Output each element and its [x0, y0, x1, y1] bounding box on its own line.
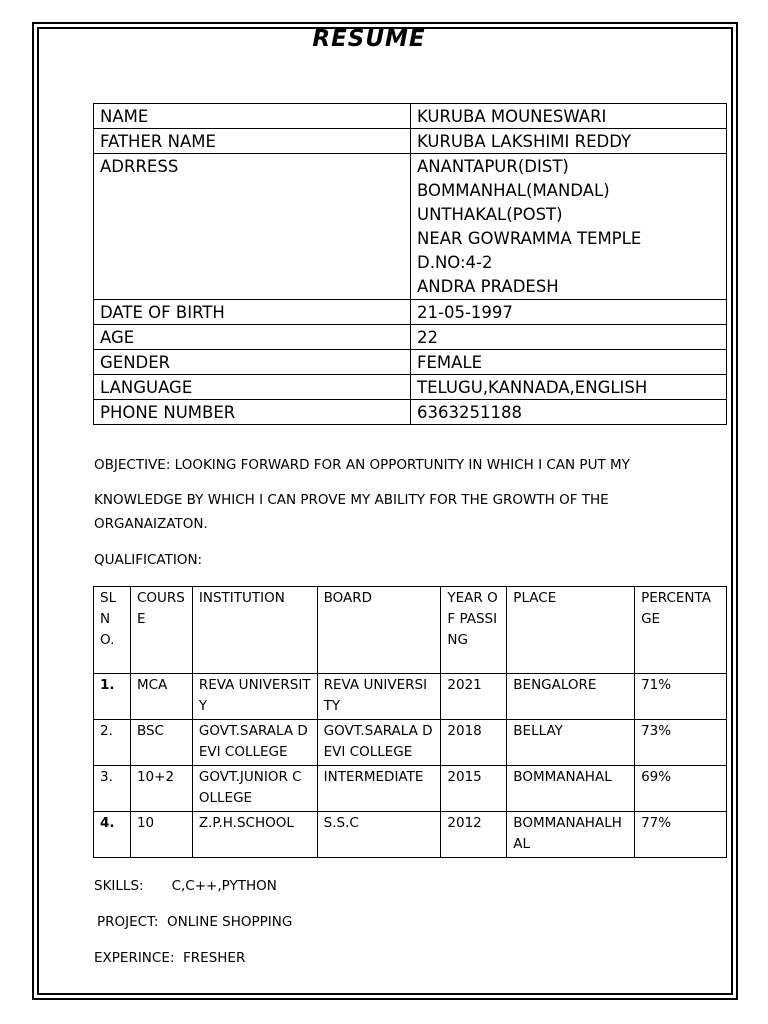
skills-value: C,C++,PYTHON: [171, 878, 277, 894]
cell-place: BOMMANAHALHAL: [507, 812, 635, 858]
address-line: BOMMANHAL(MANDAL): [417, 181, 610, 200]
experience-label: EXPERINCE:: [94, 950, 175, 966]
table-row: [94, 104, 727, 129]
qualification-heading: QUALIFICATION:: [94, 552, 203, 568]
cell-institution: REVA UNIVERSITY: [192, 674, 317, 720]
header-institution: INSTITUTION: [192, 587, 317, 674]
objective-line-2: KNOWLEDGE BY WHICH I CAN PROVE MY ABILITY FOR THE GROWTH OF THE: [94, 492, 609, 508]
dob-value: 21-05-1997: [411, 300, 727, 325]
phone-label: PHONE NUMBER: [94, 400, 411, 425]
name-label: NAME: [94, 104, 411, 129]
table-row: [94, 674, 727, 720]
cell-board: GOVT.SARALA DEVI COLLEGE: [317, 720, 441, 766]
cell-institution: Z.P.H.SCHOOL: [192, 812, 317, 858]
age-label: AGE: [94, 325, 411, 350]
cell-place: BENGALORE: [507, 674, 635, 720]
address-line: NEAR GOWRAMMA TEMPLE: [417, 229, 642, 248]
address-line: D.NO:4-2: [417, 253, 493, 272]
table-row: [94, 325, 727, 350]
cell-place: BOMMANAHAL: [507, 766, 635, 812]
header-percentage: PERCENTAGE: [635, 587, 727, 674]
father-name-value: KURUBA LAKSHIMI REDDY: [411, 129, 727, 154]
address-value: [411, 154, 727, 300]
experience-value: FRESHER: [183, 950, 246, 966]
cell-percentage: 69%: [635, 766, 727, 812]
header-board: BOARD: [317, 587, 441, 674]
father-name-label: FATHER NAME: [94, 129, 411, 154]
table-row: [94, 400, 727, 425]
cell-institution: GOVT.JUNIOR COLLEGE: [192, 766, 317, 812]
cell-year: 2018: [441, 720, 507, 766]
project-label: PROJECT:: [97, 914, 159, 930]
experience-line: [94, 949, 245, 967]
cell-sl-no: 4.: [94, 812, 131, 858]
table-row: [94, 375, 727, 400]
gender-value: FEMALE: [411, 350, 727, 375]
address-line: ANDRA PRADESH: [417, 277, 559, 296]
table-row: [94, 720, 727, 766]
cell-year: 2021: [441, 674, 507, 720]
header-place: PLACE: [507, 587, 635, 674]
table-row: [94, 812, 727, 858]
cell-board: INTERMEDIATE: [317, 766, 441, 812]
address-line: UNTHAKAL(POST): [417, 205, 563, 224]
header-year: YEAR OF PASSING: [441, 587, 507, 674]
cell-place: BELLAY: [507, 720, 635, 766]
cell-sl-no: 3.: [94, 766, 131, 812]
table-header-row: [94, 587, 727, 674]
cell-course: BSC: [130, 720, 192, 766]
address-label: ADRRESS: [94, 154, 411, 300]
header-sl-no: SL NO.: [94, 587, 131, 674]
cell-sl-no: 2.: [94, 720, 131, 766]
table-row: [94, 300, 727, 325]
cell-sl-no: 1.: [94, 674, 131, 720]
phone-value: 6363251188: [411, 400, 727, 425]
table-row: [94, 350, 727, 375]
cell-institution: GOVT.SARALA DEVI COLLEGE: [192, 720, 317, 766]
cell-course: 10: [130, 812, 192, 858]
name-value: KURUBA MOUNESWARI: [411, 104, 727, 129]
cell-percentage: 77%: [635, 812, 727, 858]
resume-title: RESUME: [312, 26, 426, 52]
cell-year: 2015: [441, 766, 507, 812]
cell-course: 10+2: [130, 766, 192, 812]
skills-label: SKILLS:: [94, 878, 144, 894]
age-value: 22: [411, 325, 727, 350]
header-course: COURSE: [130, 587, 192, 674]
table-row: [94, 154, 727, 300]
objective-line-3: ORGANAIZATON.: [94, 516, 208, 532]
cell-board: REVA UNIVERSITY: [317, 674, 441, 720]
cell-percentage: 71%: [635, 674, 727, 720]
project-line: [97, 913, 292, 931]
qualification-table: [93, 586, 727, 858]
cell-board: S.S.C: [317, 812, 441, 858]
cell-percentage: 73%: [635, 720, 727, 766]
gender-label: GENDER: [94, 350, 411, 375]
dob-label: DATE OF BIRTH: [94, 300, 411, 325]
language-value: TELUGU,KANNADA,ENGLISH: [411, 375, 727, 400]
cell-year: 2012: [441, 812, 507, 858]
table-row: [94, 129, 727, 154]
objective-line-1: OBJECTIVE: LOOKING FORWARD FOR AN OPPORTUNITY IN WHICH I CAN PUT MY: [94, 457, 630, 473]
personal-details-table: [93, 103, 727, 425]
address-line: ANANTAPUR(DIST): [417, 157, 569, 176]
cell-course: MCA: [130, 674, 192, 720]
language-label: LANGUAGE: [94, 375, 411, 400]
table-row: [94, 766, 727, 812]
project-value: ONLINE SHOPPING: [167, 914, 293, 930]
skills-line: [94, 877, 277, 895]
